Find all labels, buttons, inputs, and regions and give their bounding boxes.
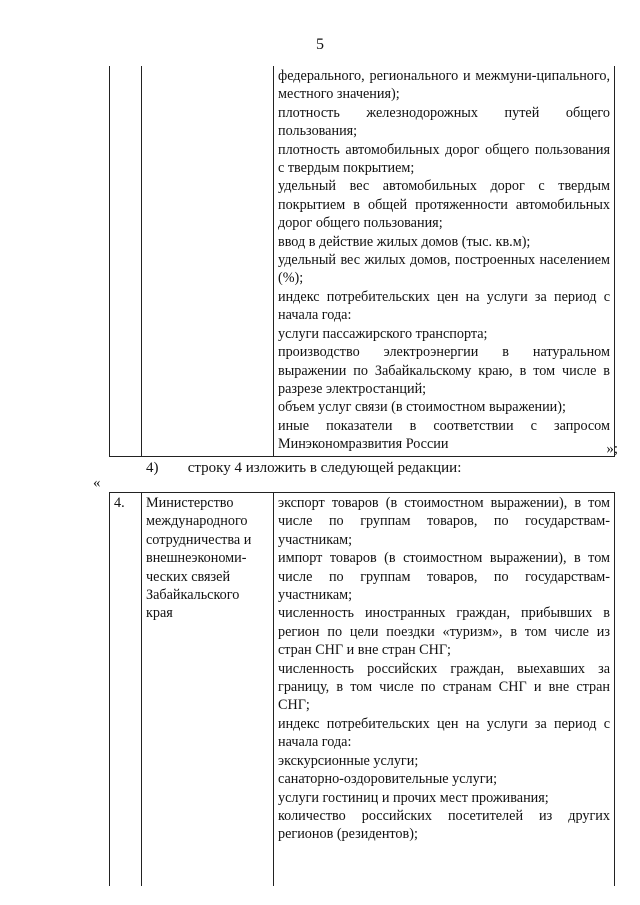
indicator-item: количество российских посетителей из других регионов (резидентов); — [278, 807, 610, 843]
indicators-cell — [274, 493, 615, 887]
indicators-cell — [274, 66, 615, 456]
table-row — [110, 66, 615, 456]
amendment-number: 4) — [146, 460, 159, 476]
indicator-item: производство электроэнергии в натуральном выражении по Забайкальскому краю, в том числе в разрезе электростанций; — [278, 344, 610, 397]
indicator-item: индекс потребительских цен на услуги за период с начала года: — [278, 288, 610, 324]
indicator-item: экспорт товаров (в стоимостном выражении), в том числе по группам товаров, по государствам-участникам; — [278, 495, 610, 548]
indicator-item: индекс потребительских цен на услуги за период с начала года: — [278, 715, 610, 751]
indicator-item: плотность автомобильных дорог общего пользования с твердым покрытием; — [278, 141, 610, 177]
continuation-table — [109, 66, 615, 457]
indicator-item: численность иностранных граждан, прибывших в регион по цели поездки «туризм», в том числе из стран СНГ и вне стран СНГ; — [278, 605, 610, 659]
indicator-item: иные показатели в соответствии с запросом Минэкономразвития России — [278, 417, 610, 453]
indicator-item: услуги гостиниц и прочих мест проживания; — [278, 789, 549, 806]
opening-quote: « — [93, 475, 101, 491]
organization-cell — [142, 66, 274, 456]
indicator-item: экскурсионные услуги; — [278, 752, 419, 769]
indicator-item: плотность железнодорожных путей общего пользования; — [278, 104, 610, 140]
indicator-item: ввод в действие жилых домов (тыс. кв.м); — [278, 233, 531, 250]
indicator-item: объем услуг связи (в стоимостном выражении); — [278, 399, 566, 416]
indicator-item: численность российских граждан, выехавших за границу, в том числе по странам СНГ и вне стран СНГ; — [278, 660, 610, 714]
amended-row-table — [109, 492, 615, 886]
amendment-text: строку 4 изложить в следующей редакции: — [187, 460, 462, 476]
indicator-item: услуги пассажирского транспорта; — [278, 325, 488, 342]
indicator-item: удельный вес жилых домов, построенных населением (%); — [278, 252, 610, 287]
closing-quote: »; — [606, 441, 618, 457]
indicator-item: удельный вес автомобильных дорог с твердым покрытием в общей протяженности автомобильных дорог общего пользования; — [278, 178, 610, 232]
row-number-cell: 4. — [110, 493, 142, 887]
indicator-item: импорт товаров (в стоимостном выражении), в том числе по группам товаров, по государствам-участникам; — [278, 550, 610, 604]
table-row — [110, 493, 615, 887]
organization-cell: Министерство международного сотрудничества и внешнеэкономи-ческих связей Забайкальского края — [142, 493, 274, 887]
indicator-item: федерального, регионального и межмуни-ципального, местного значения); — [278, 68, 610, 103]
indicator-item: санаторно-оздоровительные услуги; — [278, 771, 498, 788]
amendment-instruction — [146, 460, 461, 477]
number-cell — [110, 66, 142, 456]
page-number: 5 — [316, 36, 324, 53]
